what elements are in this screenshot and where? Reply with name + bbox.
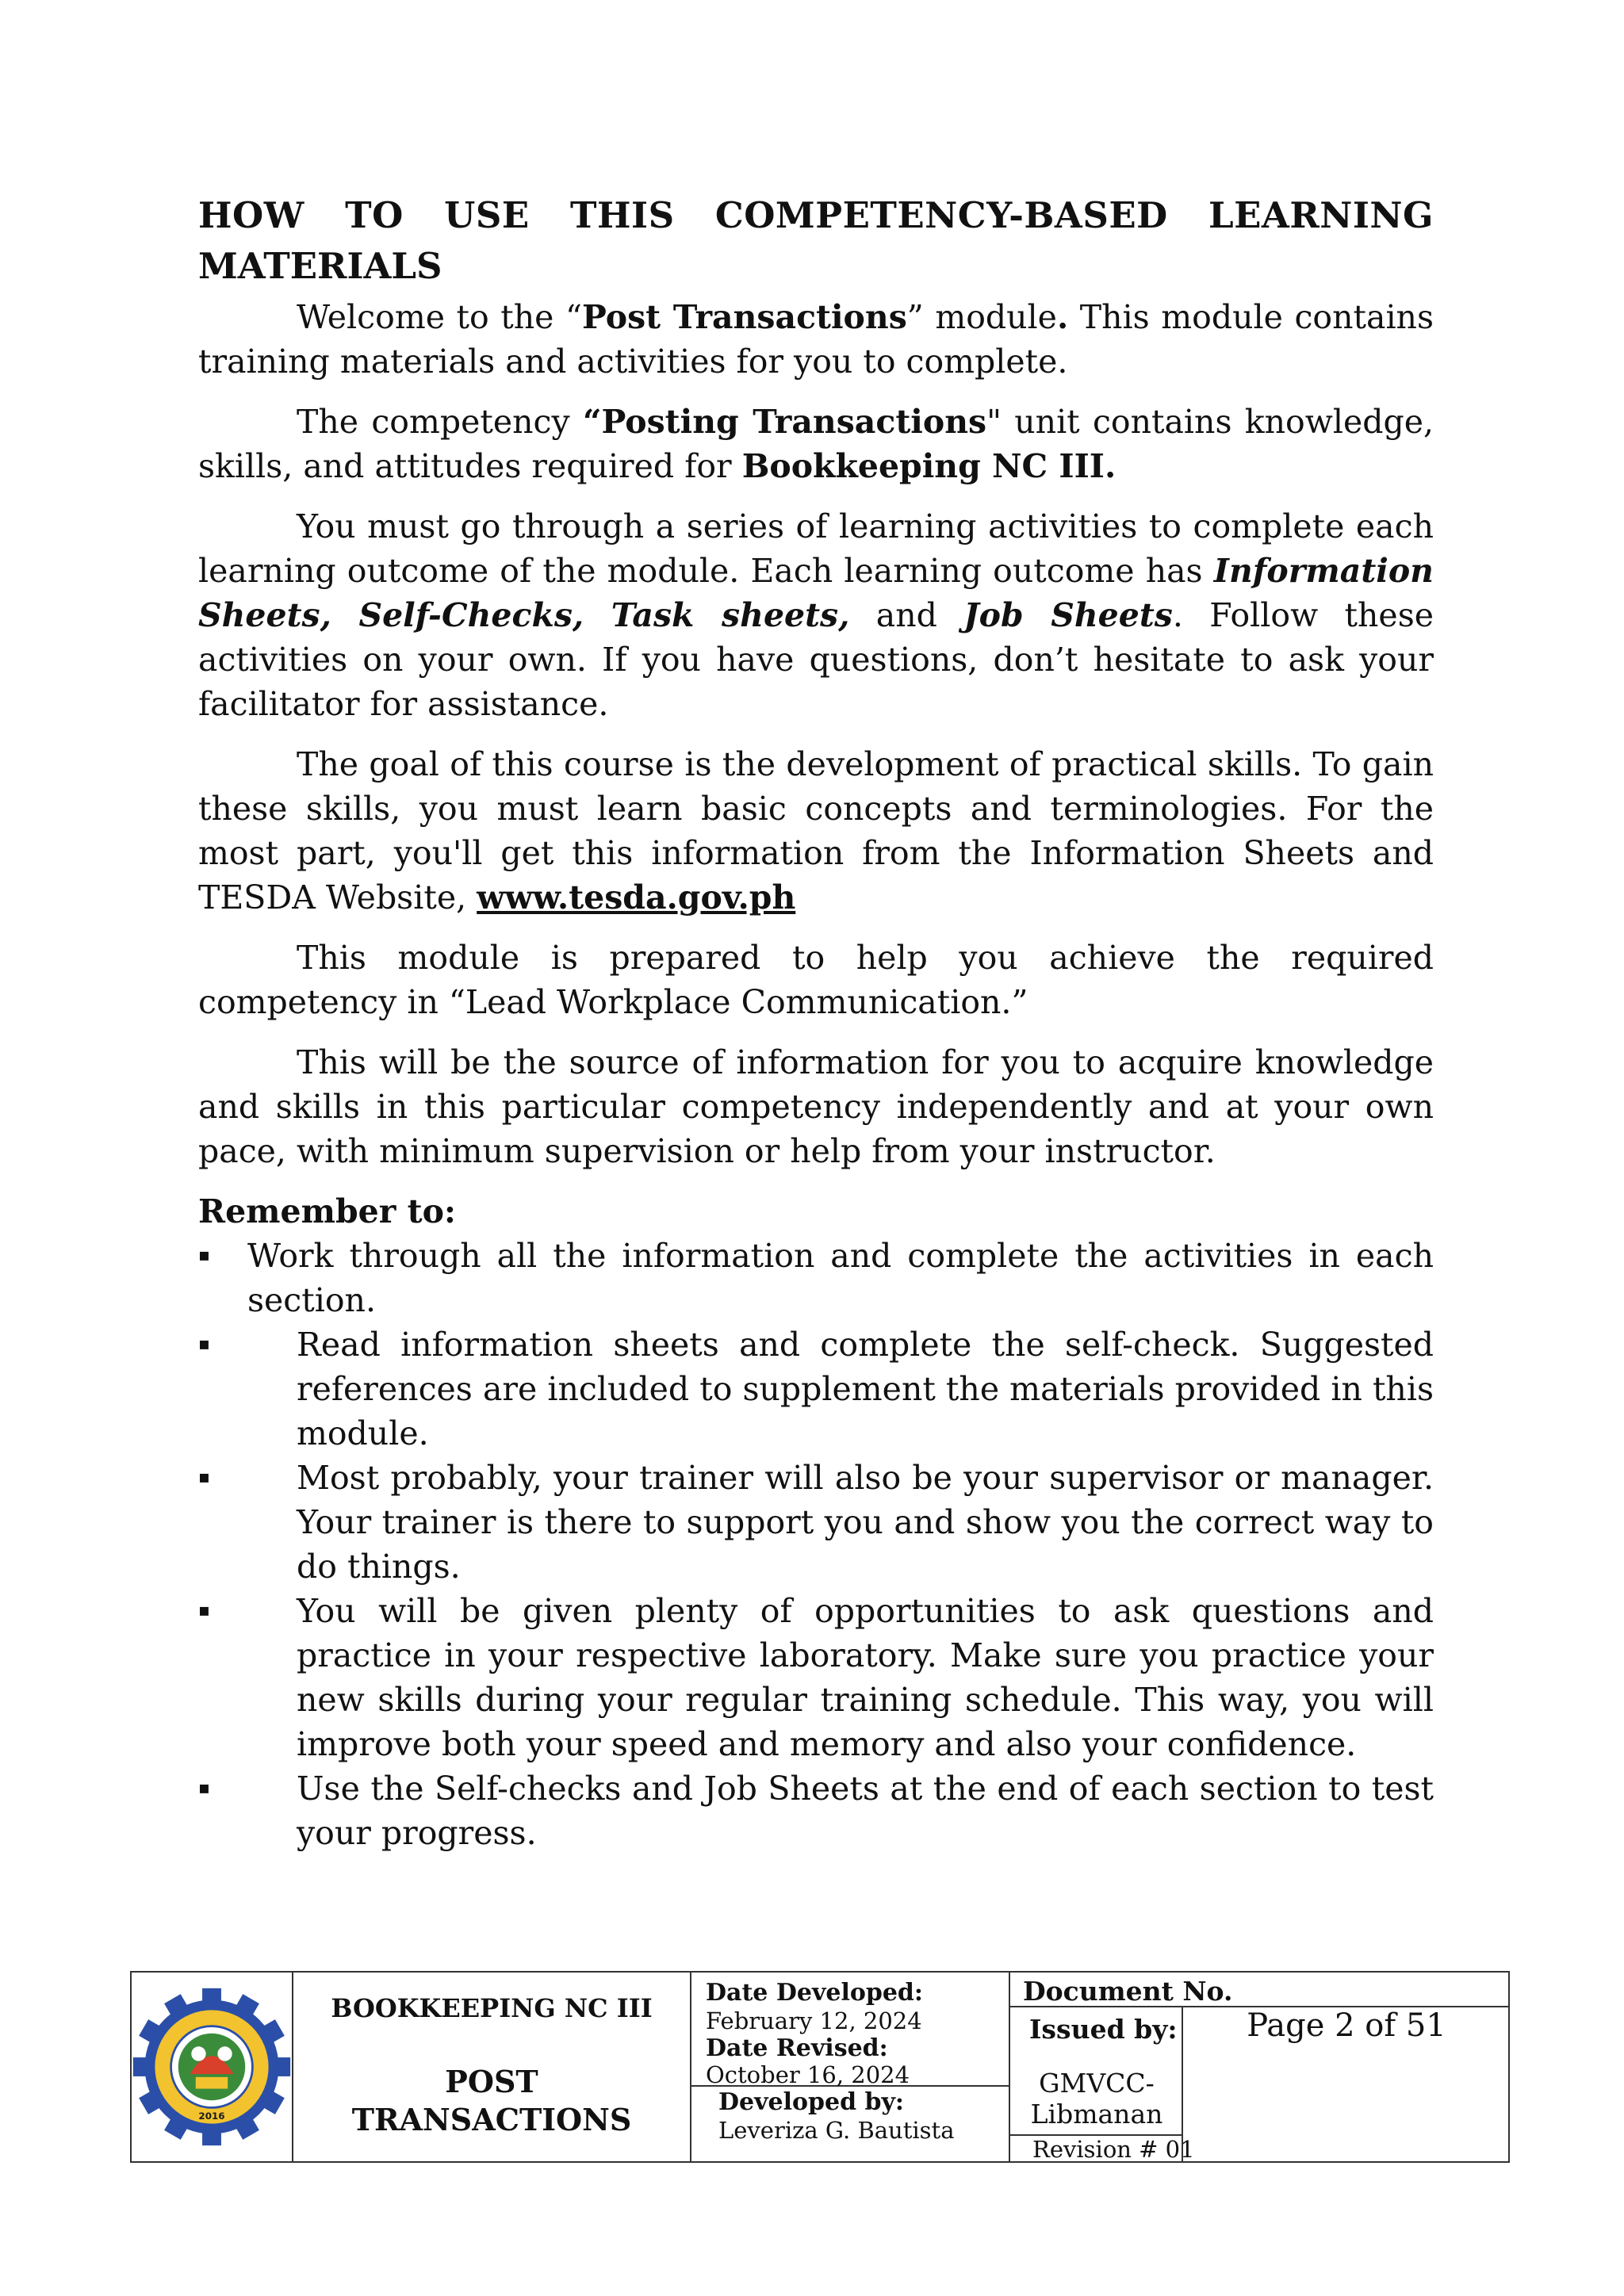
module-name: Post Transactions xyxy=(582,298,907,336)
list-item-text: Most probably, your trainer will also be your supervisor or manager. Your trainer is there to support you and show you the correct way to do things. xyxy=(297,1459,1434,1586)
text: The goal of this course is the development of practical skills. To gain these skills, you must learn basic concepts and terminologies. For the most part, you'll get this information from the Information Sheets and TESDA Website, xyxy=(198,745,1434,916)
remember-heading: Remember to: xyxy=(198,1192,457,1230)
college-logo xyxy=(132,1973,292,2161)
text: " unit contains knowledge, skills, and attitudes required for xyxy=(198,403,1434,485)
section-heading-line1: HOW TO USE THIS COMPETENCY-BASED LEARNING xyxy=(198,194,1434,236)
remember-list xyxy=(198,1234,1434,1855)
text: This module contains training materials and activities for you to complete. xyxy=(198,298,1434,381)
document-info-cell xyxy=(1010,1973,1510,2161)
paragraph-goal xyxy=(198,742,1434,920)
emphasis: Information Sheets, Self-Checks, Task sheets, xyxy=(198,552,1434,634)
paragraph-purpose: This module is prepared to help you achieve the required competency in “Lead Workplace Communication.” xyxy=(198,939,1434,1021)
bullet-icon: ▪ xyxy=(198,1468,210,1487)
issued-by-line2: Libmanan xyxy=(1030,2099,1163,2130)
text: Welcome to the “ xyxy=(297,298,582,336)
list-item-text: Read information sheets and complete the self-check. Suggested references are included to supplement the materials provided in this module. xyxy=(297,1326,1434,1452)
date-revised-label: Date Revised: xyxy=(706,2034,888,2062)
module-name-line1: POST xyxy=(445,2064,538,2099)
module-title-cell xyxy=(293,1973,690,2161)
bullet-icon: ▪ xyxy=(198,1334,210,1354)
bullet-icon: ▪ xyxy=(198,1246,210,1265)
date-developed-value: February 12, 2024 xyxy=(706,2007,922,2034)
college-seal-icon xyxy=(132,1980,292,2154)
text: The competency xyxy=(297,403,583,441)
revision-number: Revision # 01 xyxy=(1032,2136,1195,2163)
section-heading-line2: MATERIALS xyxy=(198,245,442,287)
list-item xyxy=(198,1589,1434,1766)
list-item-text: Work through all the information and complete the activities in each section. xyxy=(247,1237,1434,1319)
document-no-label: Document No. xyxy=(1023,1976,1233,2007)
page-content xyxy=(198,190,1434,1855)
page-number: Page 2 of 51 xyxy=(1247,2007,1446,2044)
bullet-icon: ▪ xyxy=(198,1778,210,1798)
logo-year: 2016 xyxy=(198,2110,225,2122)
list-item xyxy=(198,1234,1434,1322)
developed-by-value: Leveriza G. Bautista xyxy=(718,2117,955,2144)
text: You must go through a series of learning activities to complete each learning outcome of the module. Each learning outcome has xyxy=(198,507,1434,590)
text: . Follow these activities on your own. If you have questions, don’t hesitate to ask your facilitator for assistance. xyxy=(198,596,1434,723)
tesda-website-link[interactable]: www.tesda.gov.ph xyxy=(477,878,796,916)
list-item-text: You will be given plenty of opportunities to ask questions and practice in your respective laboratory. Make sure you practice your new skills during your regular training schedule. This way, you will improve both your speed and memory and also your confidence. xyxy=(297,1592,1434,1763)
list-item xyxy=(198,1322,1434,1456)
paragraph-competency xyxy=(198,400,1434,488)
list-item xyxy=(198,1456,1434,1589)
module-name-line2: TRANSACTIONS xyxy=(351,2102,632,2137)
issued-by-label: Issued by: xyxy=(1029,2014,1178,2045)
developed-by-label: Developed by: xyxy=(718,2088,904,2116)
date-revised-value: October 16, 2024 xyxy=(706,2061,910,2088)
bullet-icon: ▪ xyxy=(198,1601,210,1621)
date-developed-label: Date Developed: xyxy=(706,1979,923,2007)
list-item-text: Use the Self-checks and Job Sheets at the end of each section to test your progress. xyxy=(297,1770,1434,1852)
paragraph-activities xyxy=(198,504,1434,726)
text: . xyxy=(1056,298,1069,336)
issued-by-value xyxy=(1010,2068,1183,2130)
module-name xyxy=(293,2063,690,2139)
paragraph-welcome xyxy=(198,295,1434,384)
dates-cell xyxy=(691,1973,1009,2161)
document-footer-table xyxy=(130,1971,1510,2163)
emphasis: Job Sheets xyxy=(963,596,1173,634)
qualification-name: Bookkeeping NC III. xyxy=(741,447,1116,485)
text: and xyxy=(849,596,964,634)
competency-name: “Posting Transactions xyxy=(582,403,987,441)
issued-by-line1: GMVCC- xyxy=(1039,2068,1155,2099)
program-name: BOOKKEEPING NC III xyxy=(331,1993,653,2023)
list-item xyxy=(198,1766,1434,1855)
text: ” module xyxy=(906,298,1057,336)
paragraph-source: This will be the source of information for you to acquire knowledge and skills in this particular competency independently and at your own pace, with minimum supervision or help from your instructor. xyxy=(198,1043,1434,1170)
